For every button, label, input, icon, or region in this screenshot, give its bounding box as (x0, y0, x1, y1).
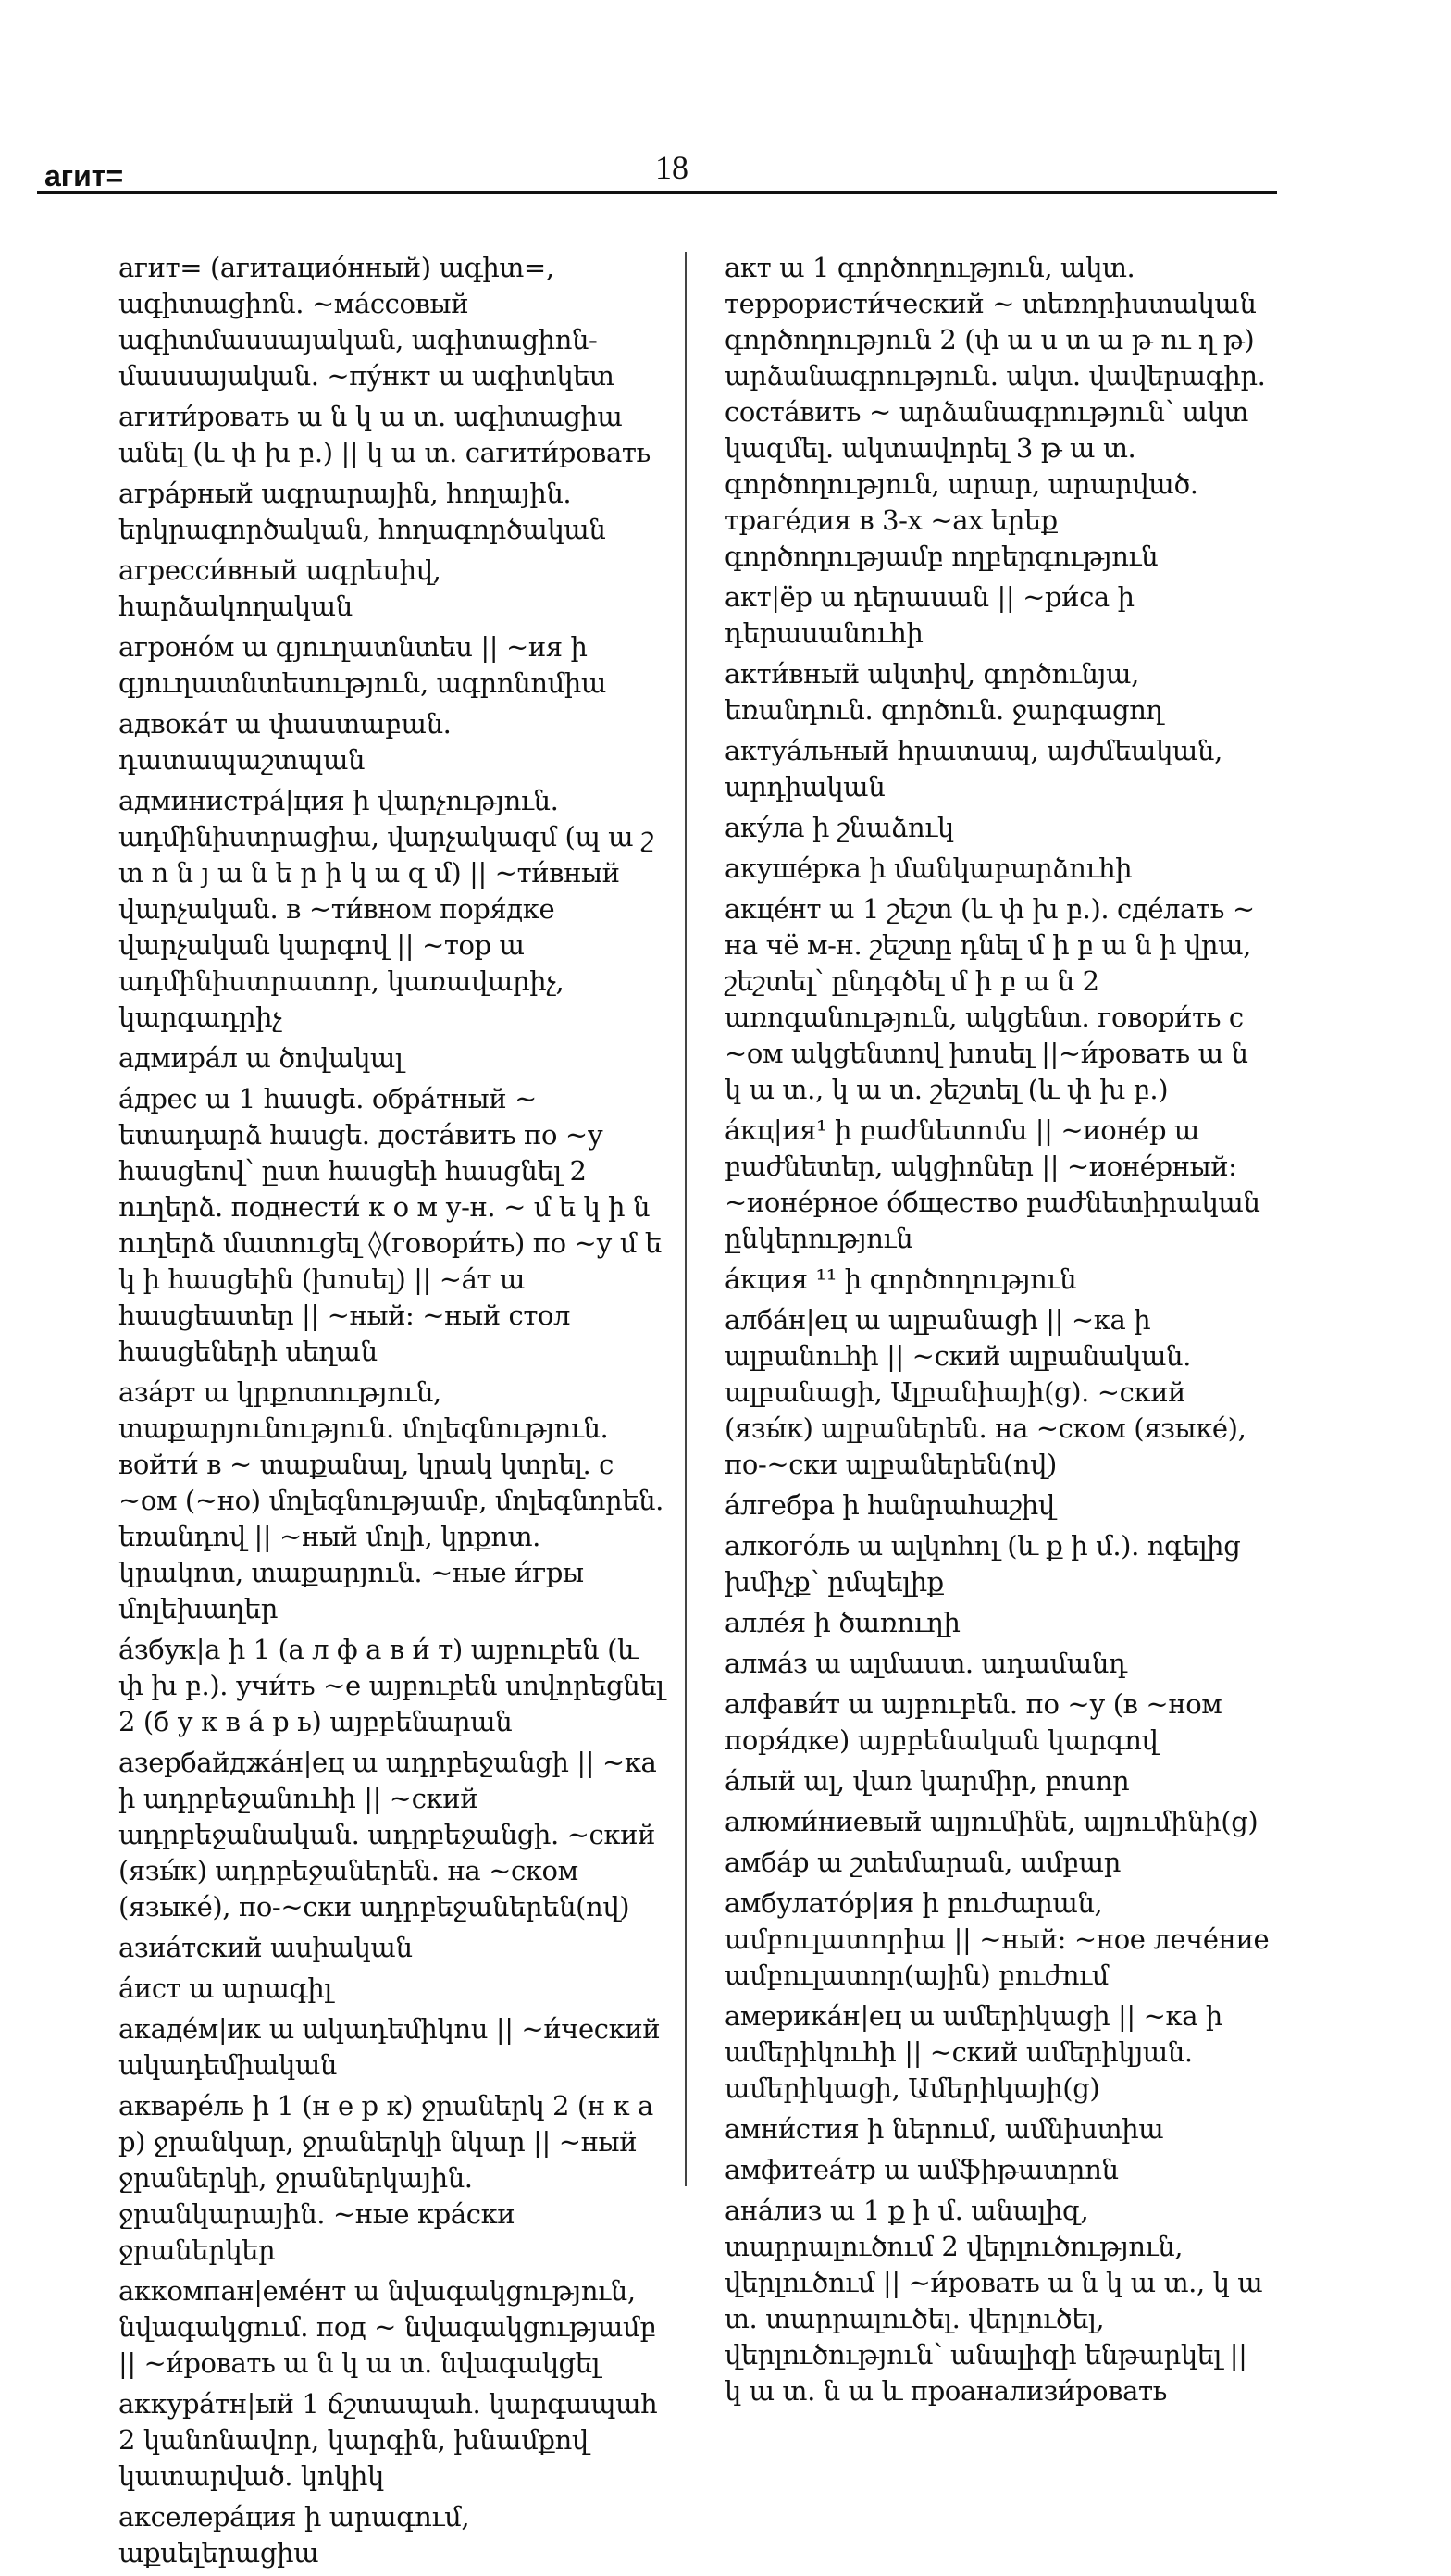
dictionary-entry: адмира́л ա ծովակալ (118, 1042, 403, 1074)
dictionary-entry: аза́рт ա կրքոտություն, տաքարյունություն. մոլեգնություն. войти́ в ~ տաքանալ, կրակ կտրել. с ~ом (~но) մոլեգնությամբ, մոլեգնորեն. եռանդով || ~ный մոլի, կրքոտ. կրակոտ, տաքարյուն. ~ные и́гры մոլեխաղեր (118, 1376, 663, 1624)
dictionary-entry: акаде́м|ик ա ակադեմիկոս || ~и́ческий ակադեմիական (118, 2013, 661, 2081)
dictionary-entry: азербайджа́н|ец ա ադրբեջանցի || ~ка ի ադրբեջանուհի || ~ский ադրբեջանական. ադրբեջանցի. ~ский (язы́к) ադրբեջաներեն. на ~ском (языке́), по-~ски ադրբեջաներեն(ով) (118, 1747, 657, 1923)
dictionary-entry: а́ист ա արագիլ (118, 1972, 332, 2004)
dictionary-entry: алба́н|ец ա ալբանացի || ~ка ի ալբանուհի || ~ский ալբանական. ալբանացի, Ալբանիայի(ց). ~ский (язы́к) ալբաներեն. на ~ском (языке́), по-~ски ալբաներեն(ով) (725, 1304, 1246, 1480)
dictionary-entry: алма́з ա ալմաստ. ադամանդ (725, 1648, 1127, 1679)
dictionary-entry: акуше́рка ի մանկաբարձուհի (725, 852, 1133, 884)
dictionary-entry: акт|ёр ա դերասան || ~ри́са ի դերասանուհի (725, 581, 1135, 649)
dictionary-entry: алле́я ի ծառուղի (725, 1607, 961, 1638)
dictionary-entry: алфави́т ա այբուբեն. по ~у (в ~ном поря́дке) այբբենական կարգով (725, 1688, 1222, 1756)
dictionary-entry: акваре́ль ի 1 (н е р к) ջրաներկ 2 (н к а р) ջրանկար, ջրաներկի նկար || ~ный ջրաներկի, ջրաներկային. ջրանկարային. ~ные кра́ски ջրաներկեր (118, 2090, 653, 2266)
dictionary-entry: азиа́тский ասիական (118, 1932, 413, 1963)
dictionary-entry: алкого́ль ա ալկոհոլ (և ք ի մ.). ոգելից խմիչք՝ ըմպելիք (725, 1530, 1241, 1598)
dictionary-entry: агра́рный ագրարային, հողային. երկրագործական, հողագործական (118, 478, 606, 545)
dictionary-entry: акселера́ция ի արագում, աքսելերացիա (118, 2501, 470, 2569)
right-column (725, 250, 1271, 2414)
dictionary-entry: агроно́м ա գյուղատնտես || ~ия ի գյուղատնտեսություն, ագրոնոմիա (118, 631, 607, 699)
running-head-word: агит= (44, 159, 124, 193)
dictionary-entry: акти́вный ակտիվ, գործունյա, եռանդուն. գործուն. ջարգացող (725, 658, 1163, 726)
dictionary-entry: агит= (агитацио́нный) ագիտ=, ագիտացիոն. ~ма́ссовый ագիտմասսայական, ագիտացիոն-մասսայական. ~пу́нкт ա ագիտկետ (118, 252, 614, 392)
dictionary-entry: адвока́т ա փաստաբան. դատապաշտպան (118, 708, 452, 776)
dictionary-entry: амфитеа́тр ա ամֆիթատրոն (725, 2154, 1119, 2185)
dictionary-entry: а́кция ¹¹ ի գործողություն (725, 1263, 1077, 1295)
dictionary-entry: а́збук|а ի 1 (а л ф а в и́ т) այբուբեն (և փ խ բ.). учи́ть ~е այբուբեն սովորեցնել 2 (б у к в а́ р ь) այբբենարան (118, 1634, 664, 1737)
dictionary-entry: а́лый ալ, վառ կարմիր, բոսոր (725, 1765, 1130, 1797)
dictionary-entry: а́лгебра ի հանրահաշիվ (725, 1489, 1055, 1521)
header-rule (37, 191, 1277, 194)
dictionary-entry: аккура́тн|ый 1 ճշտապահ. կարգապահ 2 կանոնավոր, կարգին, խնամքով կատարված. կոկիկ (118, 2388, 658, 2492)
dictionary-entry: акце́нт ա 1 շեշտ (և փ խ բ.). сде́лать ~ на чё м-н. շեշտը դնել մ ի բ ա ն ի վրա, շեշտել՝ ընդգծել մ ի բ ա ն 2 առոգանություն, ակցենտ. говори́ть с ~ом ակցենտով խոսել ||~и́ровать ա ն կ ա տ., կ ա տ. շեշտել (և փ խ բ.) (725, 893, 1255, 1105)
dictionary-entry: акт ա 1 գործողություն, ակտ. террористи́ческий ~ տեռորիստական գործողություն 2 (փ ա ս տ ա թ ու ղ թ) արձանագրություն. ակտ. վավերագիր. соста́вить ~ արձանագրություն՝ ակտ կազմել. ակտավորել 3 թ ա տ. գործողություն, արար, արարված. траге́дия в 3-х ~ах երեք գործողությամբ ողբերգություն (725, 252, 1266, 572)
dictionary-entry: амба́р ա շտեմարան, ամբար (725, 1847, 1121, 1878)
dictionary-entry: ана́лиз ա 1 ք ի մ. անալիզ, տարրալուծում 2 վերլուծություն, վերլուծում || ~и́ровать ա ն կ ա տ., կ ա տ. տարրալուծել. վերլուծել, վերլուծություն՝ անալիզի ենթարկել || կ ա տ. ն ա և проанализи́ровать (725, 2195, 1263, 2407)
dictionary-entry: алюми́ниевый ալյումինե, ալյումինի(ց) (725, 1806, 1259, 1837)
dictionary-entry: агресси́вный ագրեսիվ, հարձակողական (118, 554, 441, 622)
dictionary-entry: амни́стия ի ներում, ամնիստիա (725, 2113, 1164, 2145)
dictionary-entry: а́дрес ա 1 հասցե. обра́тный ~ ետադարձ հասցե. доста́вить по ~у հասցեով՝ ըստ հասցեի հասցնել 2 ուղերձ. поднести́ к о м у-н. ~ մ ե կ ի ն ուղերձ մատուցել ◊(говори́ть) по ~у մ ե կ ի հասցեին (խոսել) || ~а́т ա հասցեատեր || ~ный: ~ный стол հասցեների սեղան (118, 1083, 662, 1367)
left-column (118, 250, 664, 2576)
dictionary-entry: аку́ла ի շնաձուկ (725, 812, 954, 843)
dictionary-entry: а́кц|ия¹ ի բաժնետոմս || ~ионе́р ա բաժնետեր, ակցիոներ || ~ионе́рный: ~ионе́рное о́бщество բաժնետիրական ընկերություն (725, 1114, 1260, 1254)
column-divider (685, 252, 687, 2186)
page-header (44, 148, 1312, 194)
dictionary-entry: аккомпан|еме́нт ա նվագակցություն, նվագակցում. под ~ նվագակցությամբ || ~и́ровать ա ն կ ա տ. նվագակցել (118, 2275, 656, 2379)
dictionary-entry: агити́ровать ա ն կ ա տ. ագիտացիա անել (և փ խ բ.) || կ ա տ. сагити́ровать (118, 401, 651, 468)
dictionary-entry: амбулато́р|ия ի բուժարան, ամբուլատորիա || ~ный: ~ное лече́ние ամբուլատոր(ային) բուժում (725, 1887, 1270, 1991)
dictionary-entry: америка́н|ец ա ամերիկացի || ~ка ի ամերիկուհի || ~ский ամերիկյան. ամերիկացի, Ամերիկայի(ց) (725, 2000, 1222, 2104)
page-number: 18 (655, 149, 688, 186)
dictionary-entry: актуа́льный հրատապ, այժմեական, արդիական (725, 735, 1222, 803)
dictionary-entry: администра́|ция ի վարչություն. ադմինիստրացիա, վարչակազմ (պ ա շ տ ո ն յ ա ն ե ր ի կ ա զ մ) || ~ти́вный վարչական. в ~ти́вном поря́дке վարչական կարգով || ~тор ա ադմինիստրատոր, կառավարիչ, կարգադրիչ (118, 785, 654, 1033)
